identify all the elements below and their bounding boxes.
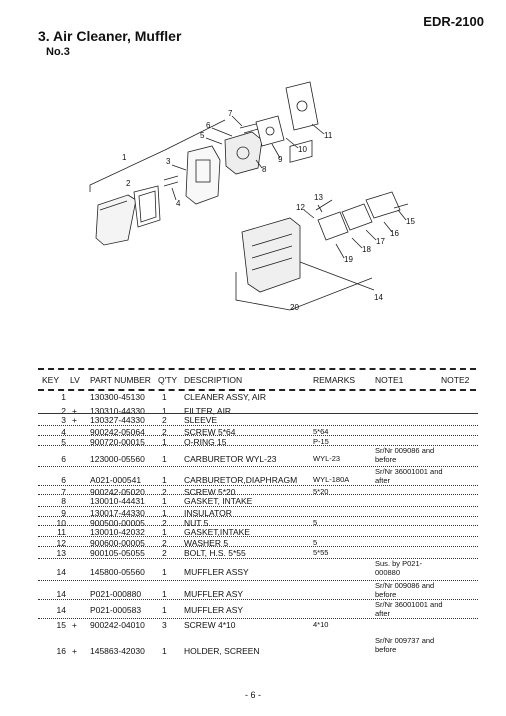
cell-lv: + — [72, 646, 77, 656]
table-row — [38, 582, 478, 600]
cell-key: 15 — [56, 620, 66, 630]
table-row — [38, 560, 478, 578]
cell-part: 900105-05055 — [90, 548, 145, 558]
table-header — [38, 375, 478, 389]
cell-key: 16 — [56, 646, 66, 656]
col-key: KEY — [42, 375, 60, 385]
cell-qty: 2 — [162, 487, 167, 497]
muffler-part — [242, 218, 300, 292]
cell-key: 11 — [57, 527, 66, 537]
col-description: DESCRIPTION — [184, 375, 243, 385]
cell-part: 130310-44330 — [90, 406, 145, 416]
callout-17: 17 — [376, 237, 385, 246]
cell-desc: INSULATOR — [184, 508, 232, 518]
cell-remarks: WYL-23 — [313, 454, 341, 463]
page-subtitle: No.3 — [46, 46, 70, 58]
cell-desc: MUFFLER ASY — [184, 589, 244, 599]
cell-key: 14 — [56, 605, 66, 615]
callout-20: 20 — [290, 303, 299, 312]
carburetor-part — [225, 132, 262, 174]
cell-remarks: 4*10 — [313, 620, 329, 629]
cell-qty: 1 — [162, 437, 167, 447]
cell-desc: SCREW 4*10 — [184, 620, 236, 630]
callout-3: 3 — [166, 157, 171, 166]
insulator-part — [286, 82, 318, 130]
row-separator — [38, 435, 478, 436]
cell-desc: CLEANER ASSY, AIR — [184, 392, 267, 402]
cell-desc: CARBURETOR,DIAPHRAGM — [184, 475, 298, 485]
cell-desc: MUFFLER ASY — [184, 605, 244, 615]
page-title: 3. Air Cleaner, Muffler — [38, 28, 182, 44]
cell-part: 130327-44330 — [90, 415, 145, 425]
callout-15: 15 — [406, 217, 415, 226]
cleaner-cover-part — [96, 195, 136, 245]
cell-note1: Sr/Nr 009086 and before — [375, 581, 435, 599]
cell-key: 8 — [61, 496, 66, 506]
row-separator — [38, 536, 478, 537]
row-separator — [38, 494, 478, 495]
cell-part: 145863-42030 — [90, 646, 145, 656]
cell-remarks: 5*20 — [313, 487, 329, 496]
callout-12: 12 — [296, 203, 305, 212]
row-separator — [38, 546, 478, 547]
cell-note1: Sr/Nr 009086 and before — [375, 446, 435, 464]
cell-qty: 1 — [162, 527, 167, 537]
cell-qty: 1 — [162, 496, 167, 506]
cell-desc: GASKET, INTAKE — [184, 496, 253, 506]
cell-key: 1 — [61, 392, 66, 402]
callout-2: 2 — [126, 179, 131, 188]
table-row — [38, 415, 478, 425]
cell-desc: HOLDER, SCREEN — [184, 646, 260, 656]
header-rule-top — [38, 368, 476, 370]
cell-qty: 3 — [162, 620, 167, 630]
row-separator — [38, 516, 478, 517]
cell-qty: 1 — [162, 454, 167, 464]
cell-key: 2 — [61, 406, 66, 416]
cell-qty: 1 — [162, 567, 167, 577]
callout-8: 8 — [262, 165, 267, 174]
cell-part: 145800-05560 — [90, 567, 145, 577]
cell-part: A021-000541 — [90, 475, 142, 485]
col-note1: NOTE1 — [375, 375, 404, 385]
cell-key: 3 — [61, 415, 66, 425]
callout-6: 6 — [206, 121, 211, 130]
cell-qty: 2 — [162, 518, 167, 528]
screen-holder-part — [366, 192, 400, 218]
cell-part: 900242-04010 — [90, 620, 145, 630]
cell-remarks: 5*55 — [313, 548, 329, 557]
cell-desc: SLEEVE — [184, 415, 218, 425]
row-separator — [38, 599, 478, 600]
cell-qty: 2 — [162, 427, 167, 437]
table-row — [38, 496, 478, 506]
cell-qty: 2 — [162, 548, 167, 558]
callout-7: 7 — [228, 109, 233, 118]
col-lv: LV — [70, 375, 80, 385]
cell-qty: 2 — [162, 538, 167, 548]
cell-qty: 1 — [162, 475, 167, 485]
col-remarks: REMARKS — [313, 375, 356, 385]
cell-note1: Sr/Nr 36001001 and after — [375, 600, 443, 618]
cell-desc: MUFFLER ASSY — [184, 567, 249, 577]
cell-remarks: 5 — [313, 518, 318, 527]
cell-qty: 1 — [162, 589, 167, 599]
cell-part: 130010-44431 — [90, 496, 145, 506]
callout-5: 5 — [200, 131, 205, 140]
cell-lv: + — [72, 406, 77, 416]
cell-qty: 1 — [162, 605, 167, 615]
cell-desc: WASHER 5 — [184, 538, 229, 548]
row-separator — [38, 525, 478, 526]
cell-qty: 1 — [162, 406, 167, 416]
callout-4: 4 — [176, 199, 181, 208]
cleaner-case-part — [186, 146, 220, 204]
callout-1: 1 — [122, 153, 127, 162]
cell-remarks: 5 — [313, 538, 318, 547]
cell-desc: BOLT, H.S. 5*55 — [184, 548, 246, 558]
cell-desc: O-RING 15 — [184, 437, 227, 447]
cell-key: 12 — [56, 538, 66, 548]
row-separator — [38, 466, 478, 467]
cell-qty: 2 — [162, 415, 167, 425]
cell-key: 14 — [56, 589, 66, 599]
table-row — [38, 601, 478, 616]
cell-note1: Sr/Nr 36001001 and after — [375, 467, 443, 485]
cell-key: 4 — [61, 427, 66, 437]
table-row — [38, 392, 478, 404]
cell-part: P021-000880 — [90, 589, 142, 599]
cell-note1: Sr/Nr 009737 and before — [375, 636, 435, 654]
row-separator — [38, 506, 478, 507]
cell-part: 130017-44330 — [90, 508, 145, 518]
screen-part — [342, 204, 372, 230]
cell-key: 13 — [56, 548, 66, 558]
cell-part: 900242-05064 — [90, 427, 145, 437]
callout-11: 11 — [324, 131, 333, 140]
cell-key: 10 — [56, 518, 66, 528]
callout-18: 18 — [362, 245, 371, 254]
cell-part: 130300-45130 — [90, 392, 145, 402]
cell-part: 900242-05020 — [90, 487, 145, 497]
row-separator — [38, 485, 478, 486]
callout-19: 19 — [344, 255, 353, 264]
page-number: - 6 - — [244, 690, 261, 700]
table-row — [38, 468, 478, 486]
cell-part: 900500-00005 — [90, 518, 145, 528]
cell-part: 130010-42032 — [90, 527, 145, 537]
cell-key: 7 — [61, 487, 66, 497]
cell-key: 5 — [61, 437, 66, 447]
cell-qty: 1 — [162, 508, 167, 518]
cell-remarks: 5*64 — [313, 427, 329, 436]
callout-10: 10 — [298, 145, 307, 154]
cell-lv: + — [72, 415, 77, 425]
cell-part: 900720-00015 — [90, 437, 145, 447]
row-separator — [38, 445, 478, 446]
cell-lv: + — [72, 620, 77, 630]
col-note2: NOTE2 — [441, 375, 470, 385]
cell-desc: FILTER, AIR — [184, 406, 232, 416]
cell-remarks: P-15 — [313, 437, 329, 446]
cell-desc: SCREW 5*64 — [184, 427, 236, 437]
col-qty: Q'TY — [158, 375, 178, 385]
row-separator — [38, 413, 478, 414]
cell-desc: NUT 5 — [184, 518, 209, 528]
cell-part: 123000-05560 — [90, 454, 145, 464]
table-row — [38, 620, 478, 635]
table-row — [38, 637, 478, 657]
cell-qty: 1 — [162, 646, 167, 656]
model-number: EDR-2100 — [423, 14, 484, 29]
callout-16: 16 — [390, 229, 399, 238]
callout-13: 13 — [314, 193, 323, 202]
col-part-number: PART NUMBER — [90, 375, 151, 385]
cell-note1: Sus. by P021-000880 — [375, 559, 423, 577]
cell-key: 9 — [61, 508, 66, 518]
row-separator — [38, 580, 478, 581]
header-rule-bottom — [38, 389, 476, 391]
cell-part: 900600-00005 — [90, 538, 145, 548]
row-separator — [38, 425, 478, 426]
cell-desc: CARBURETOR WYL-23 — [184, 454, 277, 464]
row-separator — [38, 558, 478, 559]
cell-desc: SCREW 5*20 — [184, 487, 236, 497]
cell-qty: 1 — [162, 392, 167, 402]
cell-key: 6 — [61, 475, 66, 485]
row-separator — [38, 618, 478, 619]
table-row — [38, 447, 478, 465]
cell-key: 6 — [61, 454, 66, 464]
callout-9: 9 — [278, 155, 283, 164]
cell-key: 14 — [56, 567, 66, 577]
cell-desc: GASKET,INTAKE — [184, 527, 250, 537]
cell-part: P021-000583 — [90, 605, 142, 615]
cell-remarks: WYL-180A — [313, 475, 350, 484]
air-filter-part — [134, 186, 160, 227]
callout-14: 14 — [374, 293, 383, 302]
